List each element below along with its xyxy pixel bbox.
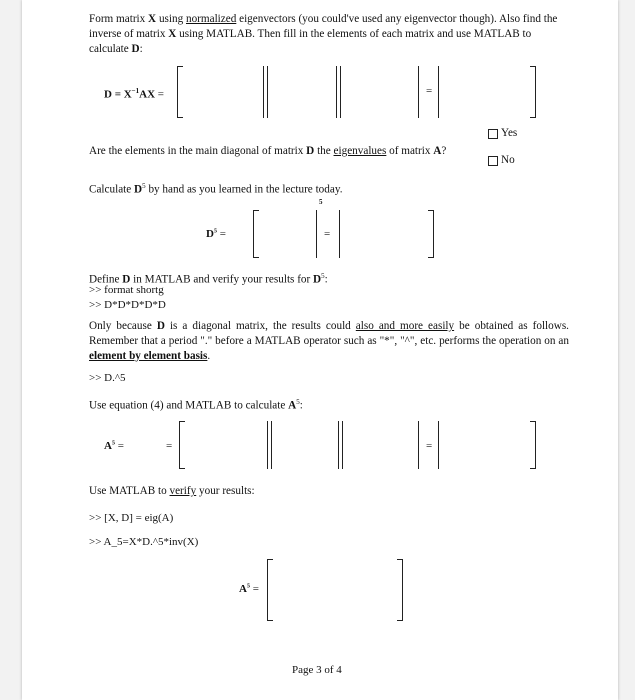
matrix-divider bbox=[267, 66, 268, 118]
equals-sign: = bbox=[426, 85, 433, 97]
d5-equation-label: $D^5$ = bbox=[206, 228, 226, 240]
yes-checkbox[interactable] bbox=[488, 129, 498, 139]
matrix-divider bbox=[340, 66, 341, 118]
page-number: Page 3 of 4 bbox=[292, 664, 342, 676]
eigenvalue-question: Are the elements in the main diagonal of matrix D the eigenvalues of matrix A? bbox=[89, 145, 447, 157]
yes-label: Yes bbox=[501, 127, 518, 139]
matrix-divider bbox=[342, 421, 343, 469]
matrix-bracket-right bbox=[530, 66, 536, 118]
matrix-divider bbox=[418, 66, 419, 118]
code-line: >> A_5=X*D.^5*inv(X) bbox=[89, 536, 199, 548]
no-checkbox[interactable] bbox=[488, 156, 498, 166]
intro-paragraph: Form matrix X using normalized eigenvectors (you could've used any eigenvector though). Also find the inverse of matrix X using MATLAB. Then fill in the elements of each matrix and use MATLAB to calculate D: bbox=[89, 13, 558, 55]
a5-equation-label: $A^5$ = bbox=[104, 440, 124, 452]
matrix-divider bbox=[263, 66, 264, 118]
matrix-bracket-left bbox=[267, 559, 273, 621]
matrix-divider bbox=[338, 421, 339, 469]
code-line: >> format shortg bbox=[89, 284, 164, 296]
matrix-divider bbox=[336, 66, 337, 118]
matrix-divider bbox=[339, 210, 340, 258]
define-d-text: Define D in MATLAB and verify your results for $D^5$: bbox=[89, 272, 328, 286]
matrix-divider bbox=[271, 421, 272, 469]
matrix-bracket-right bbox=[428, 210, 434, 258]
document-page bbox=[22, 0, 618, 700]
no-label: No bbox=[501, 154, 515, 166]
matrix-divider bbox=[438, 66, 439, 118]
matrix-bracket-left bbox=[179, 421, 185, 469]
matrix-bracket-right bbox=[397, 559, 403, 621]
diagonal-paragraph: Only because D is a diagonal matrix, the results could also and more easily be obtained as follows. Remember that a period "." before a MATLAB operator such as "*", "^", etc. performs the operation on an element by element basis. bbox=[89, 320, 569, 362]
matrix-divider bbox=[267, 421, 268, 469]
d-equation-label: $D = X^{-1}AX$ = bbox=[104, 87, 165, 101]
code-line: >> D.^5 bbox=[89, 372, 126, 384]
matrix-divider bbox=[418, 421, 419, 469]
matrix-bracket-left bbox=[253, 210, 259, 258]
verify-text: Use MATLAB to verify your results: bbox=[89, 485, 255, 497]
matrix-bracket-right bbox=[530, 421, 536, 469]
equals-sign: = bbox=[166, 440, 173, 452]
calculate-d5-text: Calculate $D^5$ by hand as you learned in the lecture today. bbox=[89, 182, 343, 196]
code-line: >> D*D*D*D*D bbox=[89, 299, 166, 311]
use-equation-text: Use equation (4) and MATLAB to calculate $A^5$: bbox=[89, 398, 303, 412]
matrix-divider bbox=[316, 210, 317, 258]
matrix-divider bbox=[438, 421, 439, 469]
equals-sign: = bbox=[426, 440, 433, 452]
power-superscript: 5 bbox=[319, 198, 323, 206]
a5-result-label: $A^5$ = bbox=[239, 583, 259, 595]
code-line: >> [X, D] = eig(A) bbox=[89, 512, 174, 524]
matrix-bracket-left bbox=[177, 66, 183, 118]
equals-sign: = bbox=[324, 228, 331, 240]
